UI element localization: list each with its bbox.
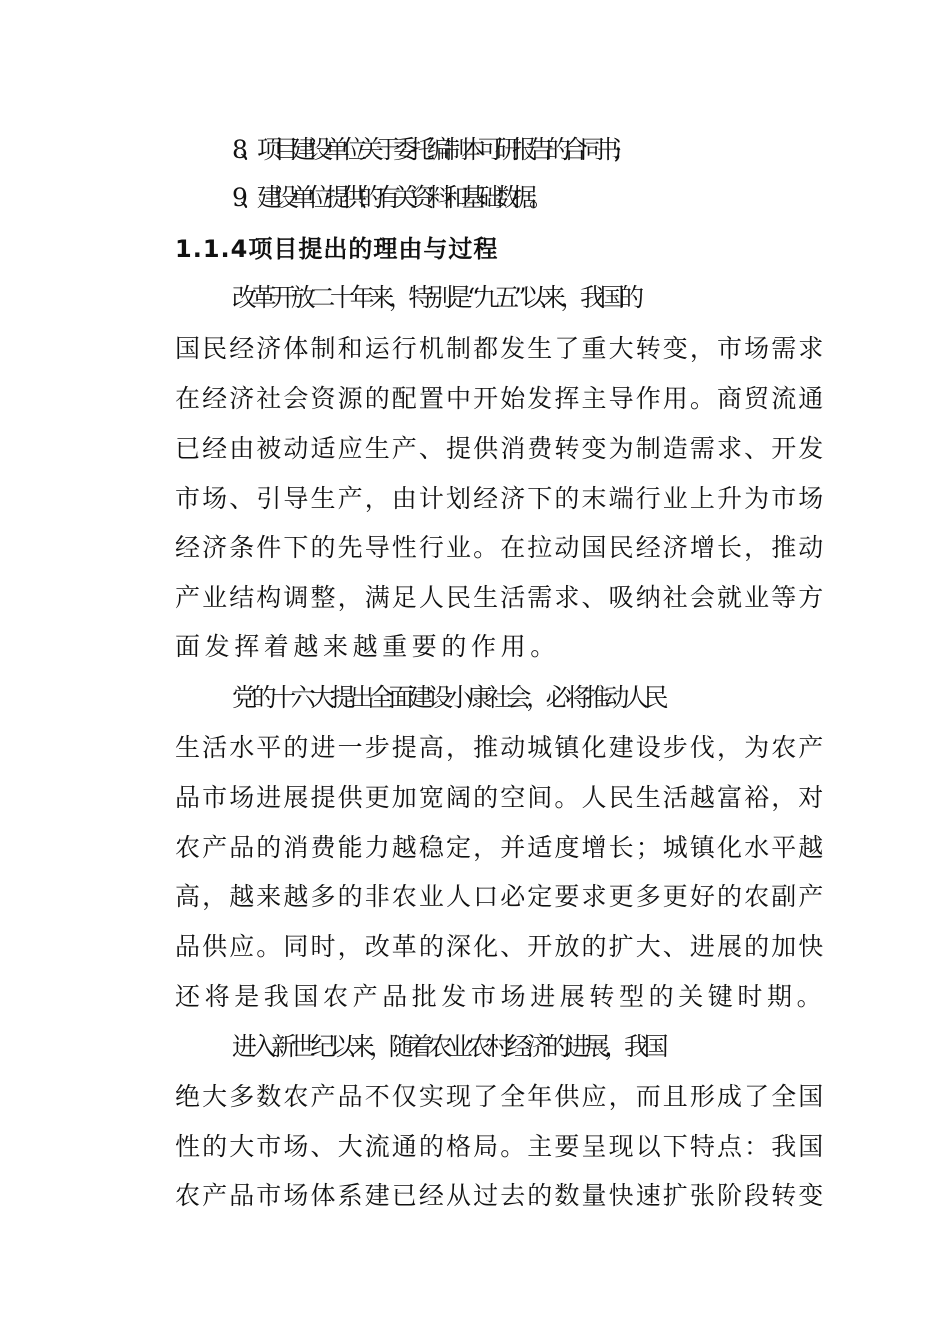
paragraph-2-line-1: 党的十六大提出全面建设小康社会，必将推动人民 [232,683,664,712]
paragraph-1-line-2: 国民经济体制和运行机制都发生了重大转变，市场需求 [175,334,826,363]
section-heading: 1.1.4项目提出的理由与过程 [175,235,499,263]
paragraph-1-line-5: 市场、引导生产，由计划经济下的末端行业上升为市场 [175,484,826,513]
paragraph-2-line-5: 高，越来越多的非农业人口必定要求更多更好的农副产 [175,882,826,911]
paragraph-2-line-3: 品市场进展提供更加宽阔的空间。人民生活越富裕，对 [175,783,826,812]
paragraph-1-line-3: 在经济社会资源的配置中开始发挥主导作用。商贸流通 [175,384,826,413]
paragraph-1-line-6: 经济条件下的先导性行业。在拉动国民经济增长，推动 [175,533,826,562]
list-item-9: 9、建设单位提供的有关资料和基础数据。 [232,183,546,212]
paragraph-1-line-8: 面发挥着越来越重要的作用。 [175,632,560,661]
paragraph-1-line-1: 改革开放二十年来，特别是“九五”以来，我国的 [232,283,639,312]
paragraph-3-line-4: 农产品市场体系建已经从过去的数量快速扩张阶段转变 [175,1181,826,1210]
paragraph-1-line-4: 已经由被动适应生产、提供消费转变为制造需求、开发 [175,434,826,463]
paragraph-2-line-4: 农产品的消费能力越稳定，并适度增长；城镇化水平越 [175,833,826,862]
paragraph-3-line-2: 绝大多数农产品不仅实现了全年供应，而且形成了全国 [175,1082,826,1111]
paragraph-2-line-2: 生活水平的进一步提高，推动城镇化建设步伐，为农产 [175,733,826,762]
paragraph-3-line-1: 进入新世纪以来，随着农业农村经济的进展，我国 [232,1032,664,1061]
paragraph-2-line-7: 还将是我国农产品批发市场进展转型的关键时期。 [175,982,827,1011]
paragraph-1-line-7: 产业结构调整，满足人民生活需求、吸纳社会就业等方 [175,583,826,612]
paragraph-3-line-3: 性的大市场、大流通的格局。主要呈现以下特点：我国 [175,1132,826,1161]
list-item-8: 8、项目建设单位关于委托编制本可研报告的合同书; [232,135,615,164]
paragraph-2-line-6: 品供应。同时，改革的深化、开放的扩大、进展的加快 [175,932,826,961]
